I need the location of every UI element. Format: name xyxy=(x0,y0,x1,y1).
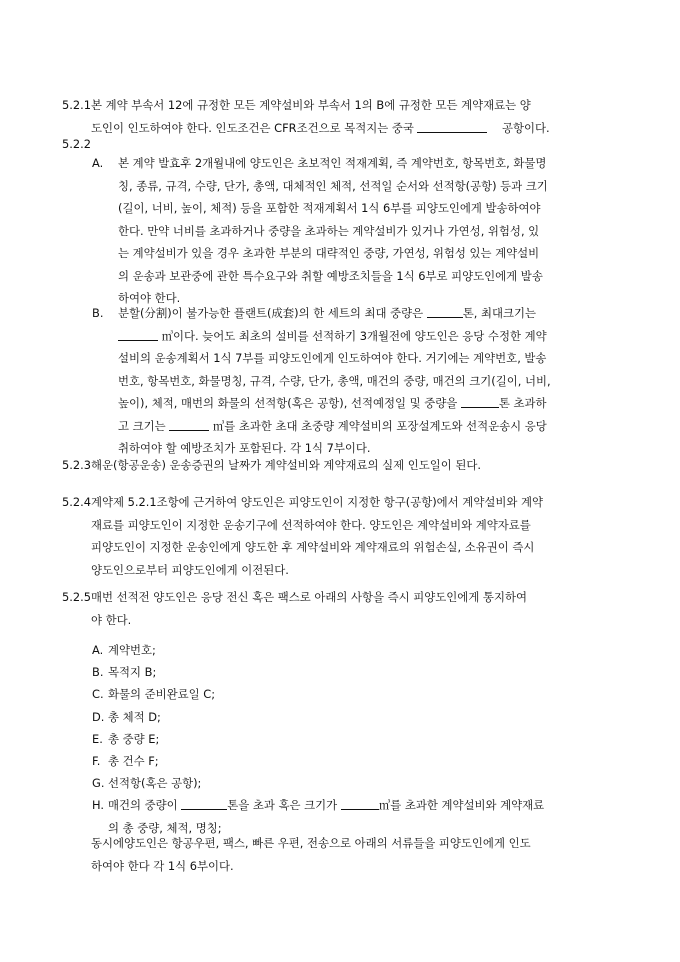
oversize-weight-blank xyxy=(461,395,499,408)
section-5-2-4-line: 양도인으로부터 피양도인에게 이전된다. xyxy=(91,562,289,577)
weight-exceed-prefix: 매건의 중량이 xyxy=(108,798,178,813)
item-b-line-7: 취하여야 할 예방조치가 포함된다. 각 1식 7부이다. xyxy=(118,441,371,455)
list-item xyxy=(92,683,544,705)
destination-clause: 도인이 인도하여야 한다. 인도조건은 CFR조건으로 목적지는 중국 xyxy=(91,120,414,135)
weight-exceed-clause: 톤 초과하 xyxy=(498,396,547,410)
list-item-text: 총 중량 E; xyxy=(108,731,160,746)
section-5-2-4-line: 재료를 피양도인이 지정한 운송기구에 선적하여야 한다. 양도인은 계약설비와 계약자료를 xyxy=(91,517,531,532)
list-item-text: 화물의 준비완료일 C; xyxy=(108,687,216,702)
item-b-text xyxy=(118,302,621,460)
list-item xyxy=(92,706,544,728)
list-item-label: H. xyxy=(92,798,104,813)
list-item-text: 목적지 B; xyxy=(108,665,157,680)
section-number-5-2-4: 5.2.4 xyxy=(62,495,91,509)
list-item-text: 계약번호; xyxy=(108,643,156,657)
max-size-blank xyxy=(118,328,158,341)
shipping-plan-clause: ㎥이다. 늦어도 최초의 설비를 선적하기 3개월전에 양도인은 응당 수정한 계약 xyxy=(161,328,547,343)
list-item-text: 총 체적 D; xyxy=(108,709,161,724)
list-item xyxy=(92,639,544,661)
max-weight-blank xyxy=(427,305,463,318)
packaging-clause: ㎥를 초과한 초대 초중량 계약설비의 포장설계도와 선적운송시 응당 xyxy=(212,418,547,433)
list-item-label: F. xyxy=(92,754,101,769)
item-h-volume-blank xyxy=(341,797,379,810)
item-a-text xyxy=(118,152,621,310)
item-b-label: B. xyxy=(92,306,104,320)
size-clause: 고 크기는 xyxy=(118,418,166,433)
list-item-text: 총 건수 F; xyxy=(108,754,159,769)
max-weight-clause: 분할(分割)이 불가능한 플랜트(成套)의 한 세트의 최대 중량은 xyxy=(118,306,424,320)
section-5-2-1-line-1: 본 계약 부속서 12에 규정한 모든 계약설비와 부속서 1의 B에 규정한 모든 계약재료는 양 xyxy=(91,98,531,112)
item-b-line-3: 설비의 운송계획서 1식 7부를 피양도인에게 인도하여야 한다. 거기에는 계약번호, 발송 xyxy=(118,351,547,365)
closing-line: 동시에양도인은 항공우편, 팩스, 빠른 우편, 전송으로 아래의 서류들을 피양도인에게 인도 xyxy=(91,836,531,850)
list-item-text: 의 총 중량, 체적, 명칭; xyxy=(108,820,222,835)
item-a-line: 본 계약 발효후 2개월내에 양도인은 초보적인 적재계획, 즉 계약번호, 항목번호, 화물명 xyxy=(118,156,547,170)
section-5-2-5-text xyxy=(91,586,621,631)
section-number-5-2-5: 5.2.5 xyxy=(62,590,91,604)
airport-suffix: 공항이다. xyxy=(501,120,550,135)
item-a-line: 하여야 한다. xyxy=(118,291,181,305)
section-5-2-5-line-2: 야 한다. xyxy=(91,612,132,627)
list-item-text: 선적항(혹은 공항); xyxy=(108,776,202,791)
destination-airport-blank xyxy=(417,120,487,133)
max-size-clause: 톤, 최대크기는 xyxy=(462,306,537,320)
item-b-line-4: 번호, 항목번호, 화물명칭, 규격, 수량, 단가, 총액, 매건의 중량, 매건의 크기(길이, 너비, xyxy=(118,373,551,388)
item-a-label: A. xyxy=(92,156,104,170)
list-item-text xyxy=(108,794,544,816)
section-5-2-3-line: 해운(항공운송) 운송증권의 날짜가 계약설비와 계약재료의 실제 인도일이 된다. xyxy=(91,458,481,472)
item-a-line: 는 계약설비가 있을 경우 초과한 부분의 대략적인 중량, 가연성, 위험성 있는 계약설비 xyxy=(118,246,540,260)
oversize-volume-blank xyxy=(169,418,209,431)
section-5-2-4-text xyxy=(91,491,621,581)
item-a-line: 한다. 만약 너비를 초과하거나 중량을 초과하는 계약설비가 있거나 가연성, 위험성, 있 xyxy=(118,223,540,238)
item-h-weight-blank xyxy=(181,797,227,810)
section-number-5-2-2: 5.2.2 xyxy=(62,137,91,151)
list-item-label: C. xyxy=(92,687,104,702)
closing-paragraph xyxy=(91,832,621,877)
list-item-h xyxy=(92,794,544,816)
list-item xyxy=(92,750,544,772)
list-item xyxy=(92,661,544,683)
list-item-label: B. xyxy=(92,665,104,680)
item-b-line-6 xyxy=(118,415,621,438)
section-5-2-4-line: 계약제 5.2.1조항에 근거하여 양도인은 피양도인이 지정한 항구(공항)에서 계약설비와 계약 xyxy=(91,495,543,509)
list-item-label: A. xyxy=(92,643,104,657)
weight-clause: 높이), 체적, 매번의 화물의 선적항(혹은 공항), 선적예정일 및 중량을 xyxy=(118,396,458,410)
section-number-5-2-1: 5.2.1 xyxy=(62,98,91,112)
list-item xyxy=(92,728,544,750)
item-b-line-5 xyxy=(118,392,621,415)
section-number-5-2-3: 5.2.3 xyxy=(62,458,91,472)
list-item-label: G. xyxy=(92,776,105,791)
item-a-line: (길이, 너비, 높이, 체적) 등을 포함한 적재계획서 1식 6부를 피양도인에게 발송하여야 xyxy=(118,201,541,215)
item-a-line: 의 운송과 보관중에 관한 특수요구와 취할 예방조치들을 1식 6부로 피양도인에게 발송 xyxy=(118,268,543,283)
list-item-label: E. xyxy=(92,731,103,746)
section-5-2-4-line: 피양도인이 지정한 운송인에게 양도한 후 계약설비와 계약재료의 위험손실, 소유권이 즉시 xyxy=(91,540,535,554)
notification-items-list xyxy=(92,639,544,839)
section-5-2-1-text xyxy=(91,94,621,139)
section-5-2-1-line-2 xyxy=(91,117,621,140)
section-5-2-3-text xyxy=(91,454,621,477)
list-item xyxy=(92,772,544,794)
item-b-line-1 xyxy=(118,302,621,325)
list-item-label: D. xyxy=(92,709,105,724)
volume-exceed-clause: ㎥를 초과한 계약설비와 계약재료 xyxy=(378,798,545,813)
section-5-2-5-line-1: 매번 선적전 양도인은 응당 전신 혹은 팩스로 아래의 사항을 즉시 피양도인에게 통지하여 xyxy=(91,590,527,604)
item-a-line: 칭, 종류, 규격, 수량, 단가, 총액, 대체적인 체적, 선적일 순서와 선적항(공항) 등과 크기 xyxy=(118,178,548,193)
size-exceed-prefix: 톤을 초과 혹은 크기가 xyxy=(227,798,338,813)
item-b-line-2 xyxy=(118,325,621,348)
closing-line: 하여야 한다 각 1식 6부이다. xyxy=(91,858,234,873)
